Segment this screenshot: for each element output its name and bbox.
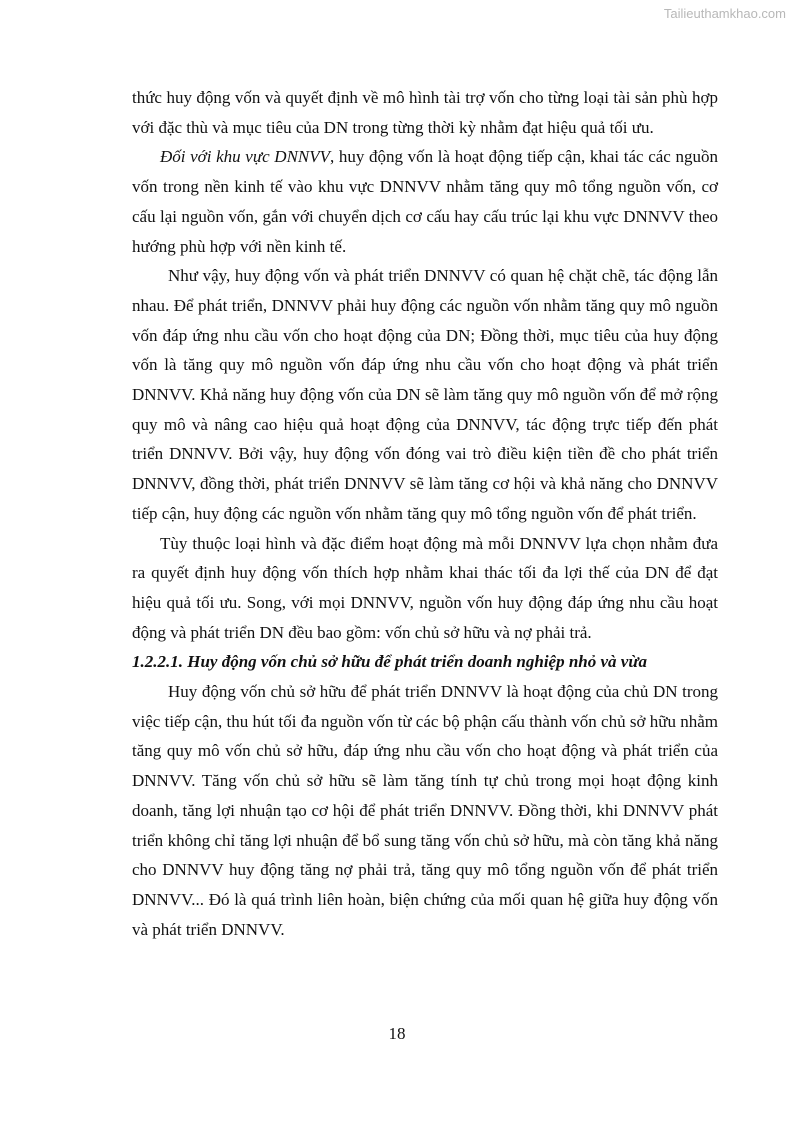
paragraph-lead-italic: Đối với khu vực DNNVV [160,147,331,167]
paragraph-equity: Huy động vốn chủ sở hữu để phát triển DNNVV là hoạt động của chủ DN trong việc tiếp cận, thu hút tối đa nguồn vốn từ các bộ phận cấu thành vốn chủ sở hữu nhằm tăng quy mô vốn chủ sở hữu, đáp ứng nhu cầu vốn cho hoạt động và phát triển của DNNVV. Tăng vốn chủ sở hữu sẽ làm tăng tính tự chủ trong mọi hoạt động kinh doanh, tăng lợi nhuận tạo cơ hội để phát triển DNNVV. Đồng thời, khi DNNVV phát triển không chỉ tăng lợi nhuận để bổ sung tăng vốn chủ sở hữu, mà còn tăng khả năng cho DNNVV huy động tăng nợ phải trả, tăng quy mô tổng nguồn vốn để phát triển DNNVV... Đó là quá trình liên hoàn, biện chứng của mối quan hệ giữa huy động vốn và phát triển DNNVV. [132,682,718,939]
paragraph-continuation: thức huy động vốn và quyết định về mô hình tài trợ vốn cho từng loại tài sản phù hợp với đặc thù và mục tiêu của DN trong từng thời kỳ nhằm đạt hiệu quả tối ưu. [132,88,718,137]
paragraph-dnnvv-sector [132,142,718,261]
watermark: Tailieuthamkhao.com [663,6,786,21]
paragraph-body: , huy động vốn là hoạt động tiếp cận, khai tác các nguồn vốn trong nền kinh tế vào khu vực DNNVV nhằm tăng quy mô tổng nguồn vốn, cơ cấu lại nguồn vốn, gắn với chuyển dịch cơ cấu hay cấu trúc lại khu vực DNNVV theo hướng phù hợp với nền kinh tế. [132,147,718,256]
page-number: 18 [388,1024,406,1043]
paragraph-type-dependence: Tùy thuộc loại hình và đặc điểm hoạt động mà mỗi DNNVV lựa chọn nhằm đưa ra quyết định huy động vốn thích hợp nhằm khai thác tối đa lợi thế của DN để đạt hiệu quả tối ưu. Song, với mọi DNNVV, nguồn vốn huy động đáp ứng nhu cầu hoạt động và phát triển DN đều bao gồm: vốn chủ sở hữu và nợ phải trả. [132,533,718,642]
document-body [132,83,718,944]
paragraph-relationship: Như vậy, huy động vốn và phát triển DNNVV có quan hệ chặt chẽ, tác động lẫn nhau. Để phát triển, DNNVV phải huy động các nguồn vốn nhằm tăng quy mô nguồn vốn đáp ứng nhu cầu vốn cho hoạt động của DN; Đồng thời, mục tiêu của huy động vốn là tăng quy mô nguồn vốn đáp ứng nhu cầu vốn cho hoạt động và phát triển DNNVV. Khả năng huy động vốn của DN sẽ làm tăng quy mô nguồn vốn để mở rộng quy mô và nâng cao hiệu quả hoạt động của DNNVV, tác động trực tiếp đến phát triển DNNVV. Bởi vậy, huy động vốn đóng vai trò điều kiện tiền đề cho phát triển DNNVV, đồng thời, phát triển DNNVV sẽ làm tăng cơ hội và khả năng cho DNNVV tiếp cận, huy động các nguồn vốn nhằm tăng quy mô tổng nguồn vốn để phát triển. [132,266,718,523]
section-heading: 1.2.2.1. Huy động vốn chủ sở hữu để phát triển doanh nghiệp nhỏ và vừa [132,652,648,672]
